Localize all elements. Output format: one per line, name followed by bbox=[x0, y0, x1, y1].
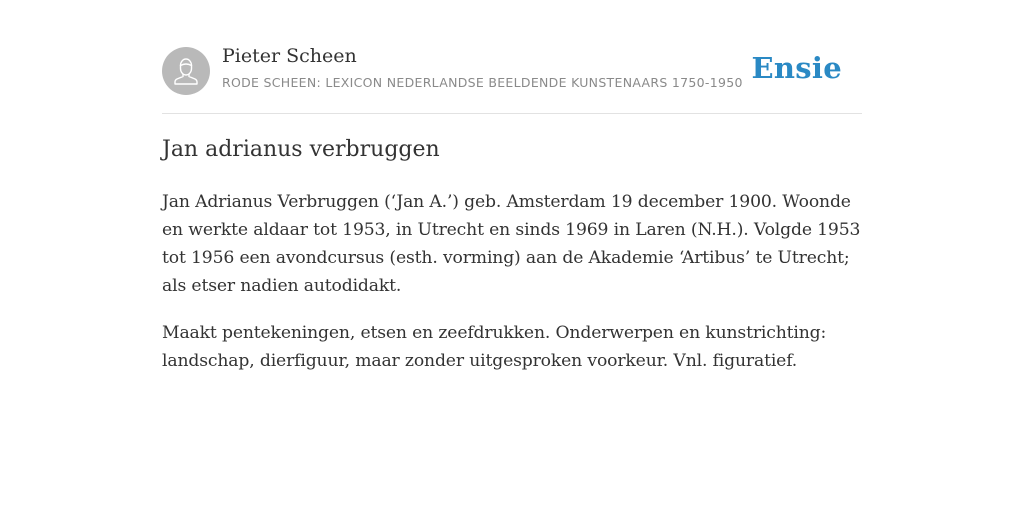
user-silhouette-icon bbox=[162, 47, 210, 95]
article-body bbox=[162, 188, 862, 394]
article-title: Jan adrianus verbruggen bbox=[162, 137, 440, 162]
user-avatar-icon bbox=[162, 47, 210, 95]
article-paragraph-2: Maakt pentekeningen, etsen en zeefdrukken. Onderwerpen en kunstrichting: landschap, dierfiguur, maar zonder uitgesproken voorkeur. Vnl. figuratief. bbox=[162, 323, 827, 371]
article-paragraph-1: Jan Adrianus Verbruggen (‘Jan A.’) geb. Amsterdam 19 december 1900. Woonde en werkte aldaar tot 1953, in Utrecht en sinds 1969 in Laren (N.H.). Volgde 1953 tot 1956 een avondcursus (esth. vorming) aan de Akademie ‘Artibus’ te Utrecht; als etser nadien autodidakt. bbox=[162, 192, 861, 296]
ensie-logo[interactable]: Ensie bbox=[751, 51, 842, 85]
article-header bbox=[162, 0, 862, 114]
author-name[interactable]: Pieter Scheen bbox=[222, 45, 357, 67]
article-card bbox=[162, 0, 862, 371]
source-label: RODE SCHEEN: LEXICON NEDERLANDSE BEELDENDE KUNSTENAARS 1750-1950 bbox=[222, 75, 743, 90]
